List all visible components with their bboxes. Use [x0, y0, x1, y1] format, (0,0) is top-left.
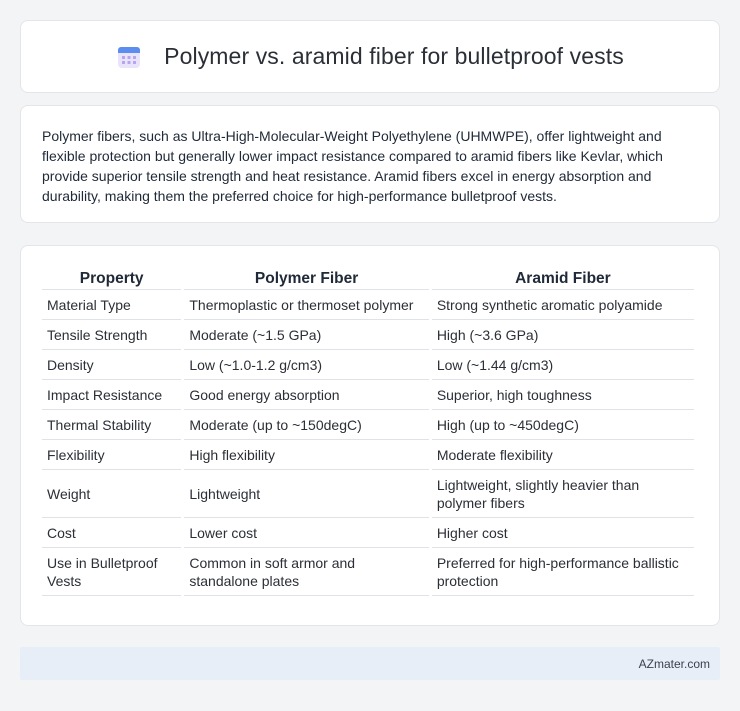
cell-polymer: Moderate (~1.5 GPa): [184, 320, 428, 350]
table-row: [42, 410, 694, 440]
cell-property: Density: [42, 350, 181, 380]
title-wrap: [116, 43, 624, 70]
cell-aramid: Strong synthetic aromatic polyamide: [432, 290, 694, 320]
cell-aramid: High (~3.6 GPa): [432, 320, 694, 350]
cell-property: Use in Bulletproof Vests: [42, 548, 181, 596]
footer-brand[interactable]: AZmater.com: [638, 656, 710, 671]
cell-aramid: Low (~1.44 g/cm3): [432, 350, 694, 380]
cell-aramid: Lightweight, slightly heavier than polymer fibers: [432, 470, 694, 518]
header-polymer-fiber: Polymer Fiber: [184, 264, 428, 290]
page-title: Polymer vs. aramid fiber for bulletproof vests: [164, 43, 624, 69]
cell-polymer: Thermoplastic or thermoset polymer: [184, 290, 428, 320]
cell-property: Flexibility: [42, 440, 181, 470]
cell-property: Impact Resistance: [42, 380, 181, 410]
cell-aramid: Superior, high toughness: [432, 380, 694, 410]
cell-polymer: Good energy absorption: [184, 380, 428, 410]
cell-polymer: Lightweight: [184, 470, 428, 518]
cell-polymer: Moderate (up to ~150degC): [184, 410, 428, 440]
comparison-table-card: [20, 245, 720, 626]
summary-text: Polymer fibers, such as Ultra-High-Molecular-Weight Polyethylene (UHMWPE), offer lightweight and flexible protection but generally lower impact resistance compared to aramid fibers like Kevlar, which provide superior tensile strength and heat resistance. Aramid fibers excel in energy absorption and durability, making them the preferred choice for high-performance bulletproof vests.: [42, 128, 663, 204]
footer: [20, 647, 720, 680]
header-aramid-fiber: Aramid Fiber: [432, 264, 694, 290]
cell-property: Material Type: [42, 290, 181, 320]
table-row: [42, 350, 694, 380]
table-row: [42, 320, 694, 350]
table-row: [42, 518, 694, 548]
cell-aramid: Moderate flexibility: [432, 440, 694, 470]
cell-property: Thermal Stability: [42, 410, 181, 440]
cell-property: Weight: [42, 470, 181, 518]
cell-polymer: Common in soft armor and standalone plates: [184, 548, 428, 596]
cell-polymer: High flexibility: [184, 440, 428, 470]
header-property: Property: [42, 264, 181, 290]
table-row: [42, 290, 694, 320]
cell-aramid: High (up to ~450degC): [432, 410, 694, 440]
table-row: [42, 548, 694, 596]
summary-card: [20, 105, 720, 223]
calendar-icon: [116, 44, 142, 70]
table-row: [42, 440, 694, 470]
table-row: [42, 380, 694, 410]
cell-aramid: Higher cost: [432, 518, 694, 548]
cell-aramid: Preferred for high-performance ballistic protection: [432, 548, 694, 596]
table-header-row: [42, 264, 694, 290]
comparison-table: [39, 264, 697, 596]
cell-polymer: Lower cost: [184, 518, 428, 548]
title-card: [20, 20, 720, 93]
cell-property: Cost: [42, 518, 181, 548]
table-row: [42, 470, 694, 518]
cell-property: Tensile Strength: [42, 320, 181, 350]
cell-polymer: Low (~1.0-1.2 g/cm3): [184, 350, 428, 380]
